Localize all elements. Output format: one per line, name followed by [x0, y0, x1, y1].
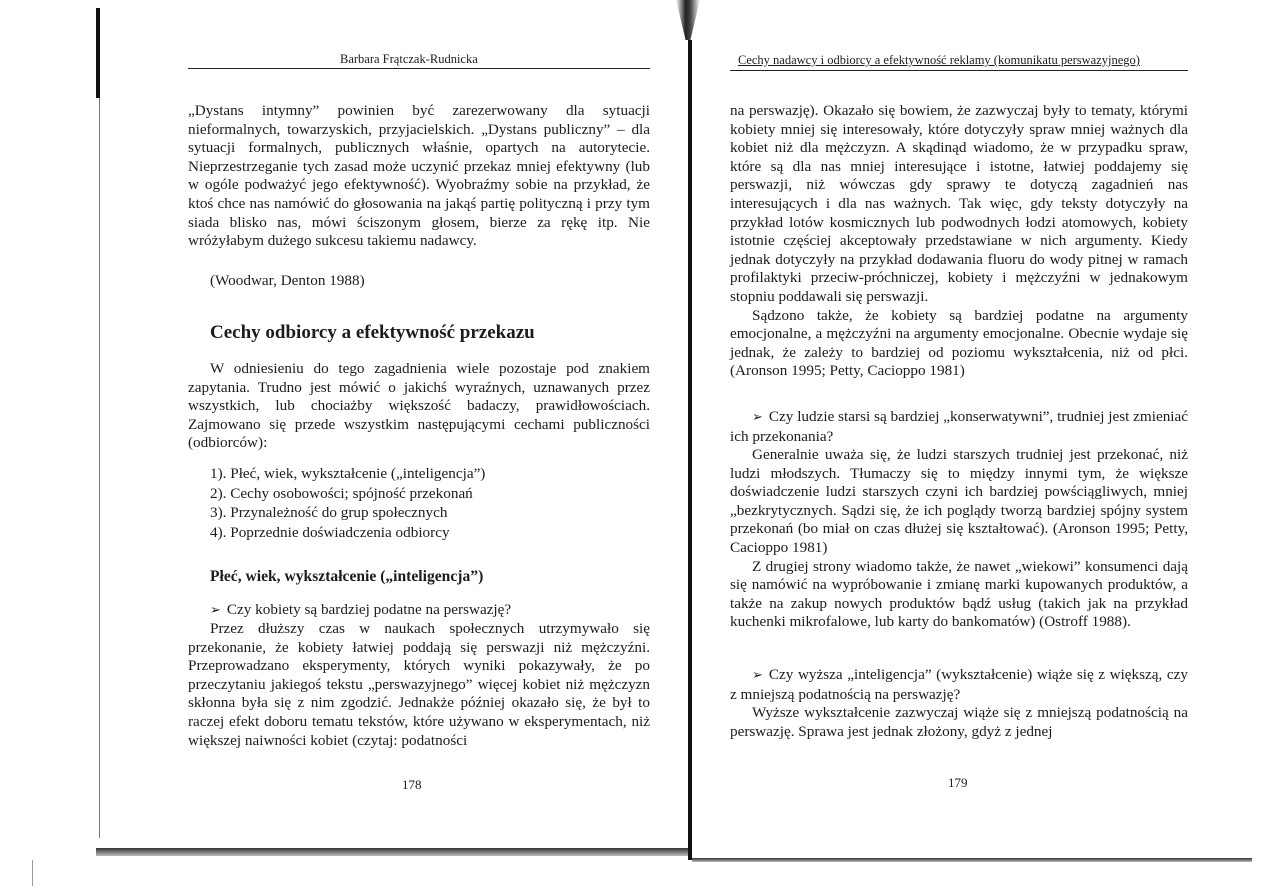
running-head-left: Barbara Frątczak-Rudnicka [340, 52, 478, 66]
arrowhead-icon: ➢ [752, 410, 763, 425]
right-body-paragraph-2 [730, 446, 1188, 632]
right-body-text-2b: Z drugiej strony wiadomo także, że nawet „wiekowi” konsumenci dają się namówić na wypróbowanie i zmianę marki kupowanych produktów, a także na zakup nowych produktów bądź usług (takich jak na przykład kuchenki mikrofalowe, lub karty do bankomatów) (Ostroff 1988). [730, 557, 1188, 631]
page-number-left: 178 [402, 777, 422, 792]
right-body-text-3: Wyższe wykształcenie zazwyczaj wiąże się z mniejszą podatnością na perswazję. Sprawa jest jednak złożony, gdyż z jednej [730, 704, 1188, 740]
arrowhead-icon: ➢ [210, 603, 221, 618]
list-item: 4). Poprzednie doświadczenia odbiorcy [210, 523, 450, 541]
question-3-text: Czy wyższa „inteligencja” (wykształcenie) wiąże się z większą, czy z mniejszą podatnością na perswazję? [730, 666, 1188, 703]
list-item: 2). Cechy osobowości; spójność przekonań [210, 484, 473, 502]
right-body-text-2: Generalnie uważa się, że ludzi starszych trudniej jest przekonać, niż ludzi młodszych. Tłumaczy się to między innymi tym, że większe doświadczenie ludzi starszych czyni ich bardziej powściągliwych, mniej „bezkrytycznych. Sądzi się, że ich poglądy tworzą bardziej spójny system przekonań (bo miał on czas dłużej się kształtować). (Aronson 1995; Petty, Cacioppo 1981) [730, 446, 1188, 556]
list-item: 1). Płeć, wiek, wykształcenie („inteligencja”) [210, 465, 486, 482]
intro-paragraph [188, 360, 650, 453]
section-heading: Cechy odbiorcy a efektywność przekazu [210, 322, 535, 343]
quote-text: „Dystans intymny” powinien być zarezerwowany dla sytuacji nieformalnych, towarzyskich, przyjacielskich. „Dystans publiczny” – dla sytuacji formalnych, publicznych właśnie, opartych na autorytecie. Nieprzestrzeganie tych zasad może uczynić przekaz mniej efektywny (lub w ogóle podważyć jego efektywność). Wyobraźmy sobie na przykład, że ktoś chce nas namówić do głosowania na jakąś partię polityczną i przy tym siada blisko nas, mówi ściszonym głosem, bierze za rękę itp. Nie wróżyłabym dużego sukcesu takiemu nadawcy. [188, 102, 650, 250]
question-2 [730, 408, 1188, 446]
left-body-text: Przez dłuższy czas w naukach społecznych utrzymywało się przekonanie, że kobiety łatwiej poddają się perswazji niż mężczyźni. Przeprowadzano eksperymenty, których wyniki pokazywały, że po przeczytaniu jakiegoś tekstu „perswazyjnego” więcej kobiet niż mężczyzn skłonna była się z nim zgodzić. Jednakże później okazało się, że był to raczej efekt doboru tematu tekstów, które używano w eksperymentach, niż większej naiwności kobiet (czytaj: podatności [188, 620, 650, 749]
page-number-right: 179 [948, 775, 968, 790]
header-rule-left [188, 68, 650, 69]
subheading: Płeć, wiek, wykształcenie („inteligencja”) [210, 568, 484, 585]
right-body-text-1: na perswazję). Okazało się bowiem, że zazwyczaj były to tematy, którymi kobiety mniej się interesowały, które dotyczyły spraw mniej ważnych dla kobiet niż dla mężczyzn. A skądinąd wiadomo, że w przypadku spraw, które są dla nas mniej interesujące i istotne, łatwiej poddajemy się perswazji, niż wówczas gdy sprawy te dotyczą zagadnień nas interesujących i dla nas ważnych. Tak więc, gdy teksty dotyczyły na przykład lotów kosmicznych lub podwodnych łodzi atomowych, kobiety istotnie częściej akceptowały przedstawiane w nich argumenty. Kiedy jednak dotyczyły na przykład dodawania fluoru do wody pitnej w ramach profilaktyki przeciw-próchniczej, kobiety i mężczyźni w jednakowym stopniu poddawali się perswazji. [730, 102, 1188, 305]
question-3-line [730, 666, 1188, 704]
trait-list [210, 464, 485, 542]
right-body-text-1b: Sądzono także, że kobiety są bardziej podatne na argumenty emocjonalne, a mężczyźni na argumenty emocjonalne. Obecnie wydaje się jednak, że zależy to bardziej od poziomu wykształcenia, niż od płci. (Aronson 1995; Petty, Cacioppo 1981) [730, 306, 1188, 380]
question-1 [210, 601, 511, 619]
arrowhead-icon: ➢ [752, 668, 763, 683]
right-body-paragraph-1 [730, 102, 1188, 381]
header-rule-right [730, 70, 1188, 71]
question-3 [730, 666, 1188, 704]
question-1-text: Czy kobiety są bardziej podatne na perswazję? [226, 601, 512, 618]
list-item: 3). Przynależność do grup społecznych [210, 504, 448, 522]
running-head-right: Cechy nadawcy i odbiorcy a efektywność reklamy (komunikatu perswazyjnego) [738, 53, 1140, 67]
intro-text: W odniesieniu do tego zagadnienia wiele pozostaje pod znakiem zapytania. Trudno jest mówić o jakichś wyraźnych, uznawanych przez wszystkich, lub chociażby większość badaczy, prawidłowościach. Zajmowano się przede wszystkim następującymi cechami publiczności (odbiorców): [188, 360, 650, 452]
left-body-paragraph [188, 620, 650, 750]
question-2-text: Czy ludzie starsi są bardziej „konserwatywni”, trudniej jest zmieniać ich przekonania? [730, 408, 1188, 445]
right-body-paragraph-3 [730, 704, 1188, 741]
question-2-line [730, 408, 1188, 446]
quote-citation: (Woodwar, Denton 1988) [210, 272, 365, 289]
quote-paragraph [188, 102, 650, 251]
